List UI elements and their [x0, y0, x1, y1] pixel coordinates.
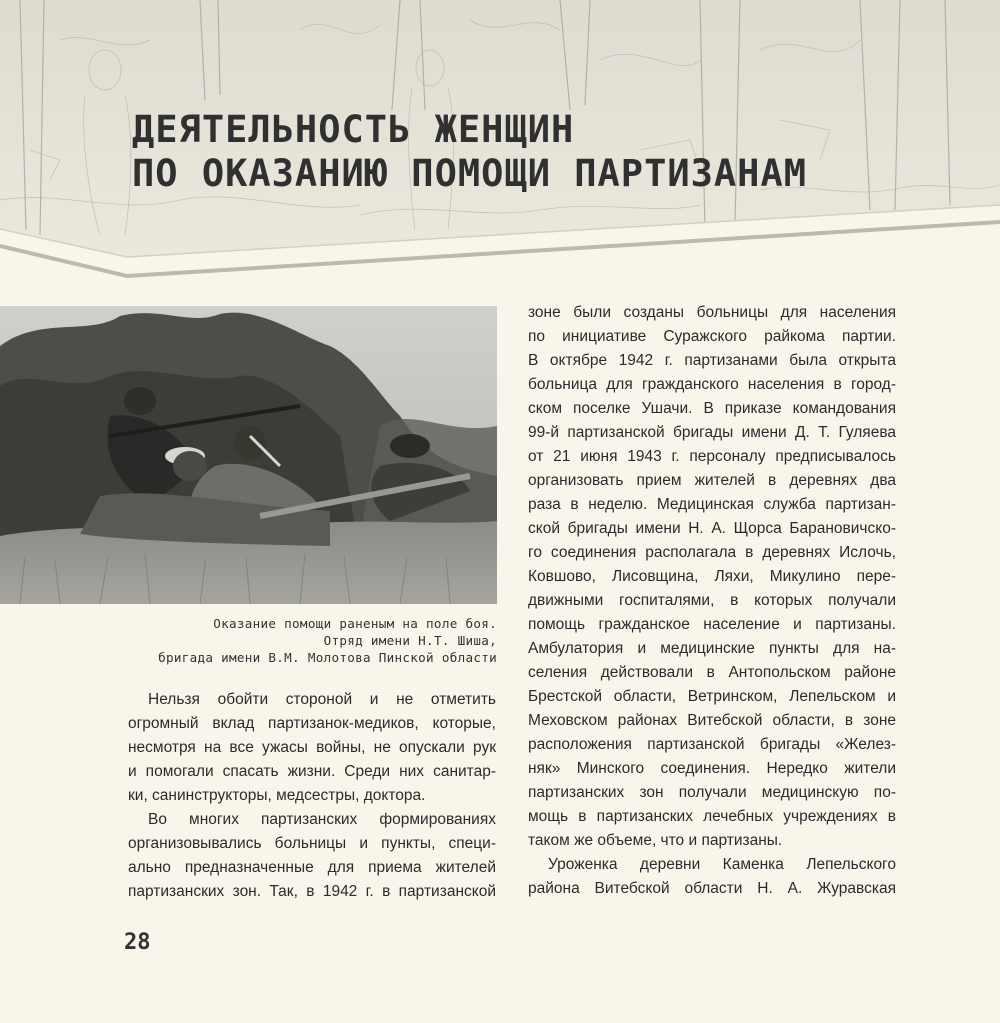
text-line: Во многих партизанских формированиях: [148, 811, 496, 828]
text-line: несмотря на все ужасы войны, не опускали рук: [128, 739, 496, 756]
text-line: няк» Минского соединения. Нередко жители: [528, 760, 896, 777]
text-line: огромный вклад партизанок-медиков, которые,: [128, 715, 496, 732]
title-line-1: ДЕЯТЕЛЬНОСТЬ ЖЕНЩИН: [132, 108, 575, 151]
left-text-column: [128, 688, 496, 904]
text-line: и помогали спасать жизни. Среди них санитар-: [128, 763, 496, 780]
text-line: мощь в партизанских лечебных учреждениях в: [528, 808, 896, 825]
text-line: Брестской области, Ветринском, Лепельском и: [528, 688, 896, 705]
text-line: Ковшово, Лисовщина, Ляхи, Микулино пере-: [528, 568, 896, 585]
text-line: Нельзя обойти стороной и не отметить: [148, 691, 496, 708]
caption-line: Отряд имени Н.Т. Шиша,: [323, 633, 497, 648]
text-line: В октябре 1942 г. партизанами была открыта: [528, 352, 896, 369]
page-number: 28: [124, 930, 151, 955]
text-line: организовать прием жителей в деревнях два: [528, 472, 896, 489]
text-line: Уроженка деревни Каменка Лепельского: [548, 856, 896, 873]
photo-caption: [20, 615, 497, 666]
text-line: по инициативе Суражского райкома партии.: [528, 328, 896, 345]
text-line: раза в неделю. Медицинская служба партизан-: [528, 496, 896, 513]
text-line: организовывались больницы и пункты, специ-: [128, 835, 496, 852]
caption-line: бригада имени В.М. Молотова Пинской области: [158, 650, 497, 665]
text-line: селения действовали в Антопольском районе: [528, 664, 896, 681]
text-line: таком же объеме, что и партизаны.: [528, 832, 783, 849]
partisans-photo: [0, 306, 497, 604]
text-line: партизанских зон. Так, в 1942 г. в партизанской: [128, 883, 496, 900]
partisans-photo-icon: [0, 306, 497, 604]
text-line: района Витебской области Н. А. Журавская: [528, 880, 896, 897]
text-line: расположения партизанской бригады «Желез-: [528, 736, 896, 753]
text-line: 99-й партизанской бригады имени Д. Т. Гуляева: [528, 424, 896, 441]
page-title: [132, 108, 807, 196]
text-line: партизанских зон получали медицинскую по-: [528, 784, 896, 801]
header-banner: [0, 0, 1000, 300]
text-line: зоне были созданы больницы для населения: [528, 304, 896, 321]
text-line: больница для гражданского населения в город-: [528, 376, 896, 393]
text-line: движными госпиталями, в которых получали: [528, 592, 896, 609]
text-line: от 21 июня 1943 г. персоналу предписывалось: [528, 448, 896, 465]
caption-line: Оказание помощи раненым на поле боя.: [213, 616, 497, 631]
text-line: Амбулатория и медицинские пункты для на-: [528, 640, 896, 657]
title-line-2: ПО ОКАЗАНИЮ ПОМОЩИ ПАРТИЗАНАМ: [132, 152, 808, 195]
text-line: ской бригады имени Н. А. Щорса Барановичско-: [528, 520, 896, 537]
text-line: ском поселке Ушачи. В приказе командования: [528, 400, 896, 417]
right-text-column: [528, 301, 896, 901]
text-line: ально предназначенные для приема жителей: [128, 859, 496, 876]
text-line: ки, санинструкторы, медсестры, доктора.: [128, 787, 426, 804]
text-line: го соединения располагала в деревнях Ислочь,: [528, 544, 896, 561]
text-line: Меховском районах Витебской области, в зоне: [528, 712, 896, 729]
text-line: помощь гражданское население и партизаны.: [528, 616, 896, 633]
